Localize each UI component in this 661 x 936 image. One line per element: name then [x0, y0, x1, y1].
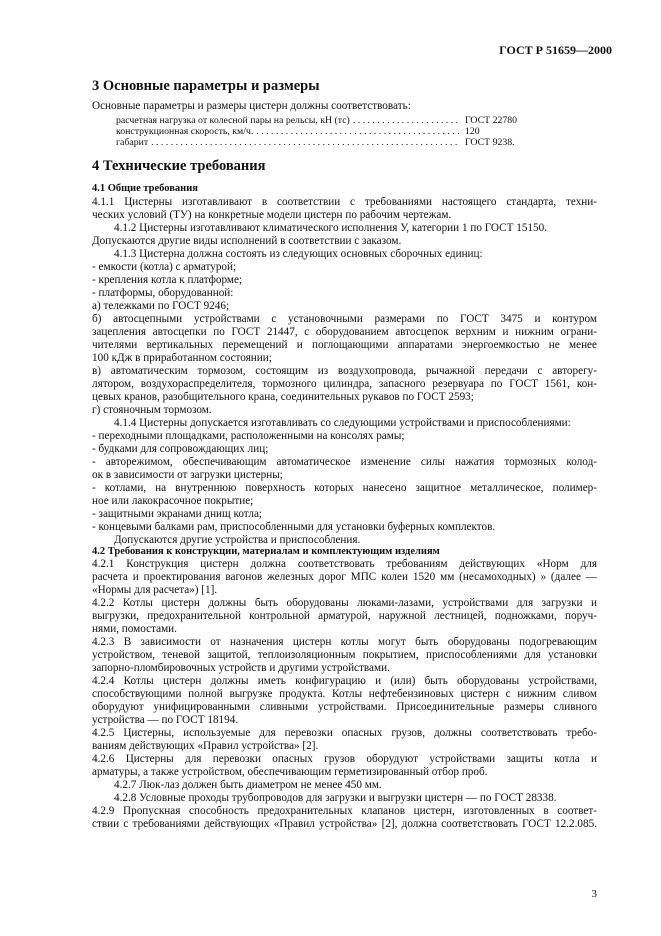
leader-dots — [353, 115, 460, 126]
text-line: лятором, воздухораспределителя, тормозного цилиндра, запасного резервуара по ГОСТ 1561, кон- — [92, 378, 597, 390]
text-line: чителями вертикальных перемещений и поглощающими аппаратами энергоемкостью не менее — [92, 339, 597, 351]
text-line: б) автосцепными устройствами с установочными размерами по ГОСТ 3475 и контуром — [92, 313, 597, 325]
text-line: 4.2.9 Пропускная способность предохранительных клапанов цистерн, изготовленных в соответ- — [92, 805, 597, 817]
section-3-intro: Основные параметры и размеры цистерн должны соответствовать: — [92, 100, 411, 112]
text-line: оборудуют унифицированными сливными устройствами. Присоединительные размеры сливного — [92, 701, 597, 713]
text-line: - крепления котла к платформе; — [92, 274, 243, 286]
text-line: - котлами, на внутреннюю поверхность которых нанесено защитное металлическое, полимер- — [92, 482, 597, 494]
text-line: - будками для сопровождающих лиц; — [92, 443, 269, 455]
text-line: - емкости (котла) с арматурой; — [92, 261, 237, 273]
text-line: нями, помостами. — [92, 623, 177, 635]
text-line: 4.2.8 Условные проходы трубопроводов для загрузки и выгрузки цистерн — по ГОСТ 28338. — [114, 792, 557, 804]
page-number: 3 — [591, 888, 597, 900]
text-line: способствующими полной выгрузке продукта. Котлы нефтебензиновых цистерн с нижним сливом — [92, 688, 597, 700]
text-line: Допускаются другие виды исполнений в соответствии с заказом. — [92, 235, 402, 247]
text-line: в) автоматическим тормозом, состоящим из воздухопровода, рычажной передачи с авторегу- — [92, 365, 597, 377]
leader-dots — [151, 137, 460, 148]
param-label: расчетная нагрузка от колесной пары на рельсы, кН (тс) — [116, 115, 350, 126]
text-line: устройства — по ГОСТ 18194. — [92, 714, 239, 726]
text-line: 4.1.2 Цистерны изготавливают климатического исполнения У, категории 1 по ГОСТ 15150. — [114, 222, 547, 234]
text-line: ваниям действующих «Правил устройства» [2]. — [92, 740, 319, 752]
text-line: устройством, теневой защитой, теплоизоляционным покрытием, приспособлениями для установки — [92, 649, 597, 661]
param-value: 120 — [465, 126, 480, 137]
text-line: расчета и проектирования вагонов железных дорог МПС колеи 1520 мм (несамоходных) » (далее — — [92, 571, 597, 583]
text-line: зацепления автосцепки по ГОСТ 21447, с оборудованием автосцепок верхним и нижним ограни- — [92, 326, 597, 338]
text-line: 4.1.4 Цистерны допускается изготавливать со следующими устройствами и приспособлениями: — [114, 417, 571, 429]
param-label: габарит — [116, 137, 149, 148]
text-line: - авторежимом, обеспечивающим автоматическое изменение силы нажатия тормозных колод- — [92, 456, 597, 468]
subsection-4-2-heading: 4.2 Требования к конструкции, материалам и комплектующим изделиям — [92, 546, 440, 557]
text-line: 4.2.7 Люк-лаз должен быть диаметром не менее 450 мм. — [114, 779, 382, 791]
text-line: 4.2.6 Цистерны для перевозки опасных грузов оборудуют устройствами защиты котла и — [92, 753, 597, 765]
text-line: выгрузки, предохранительной контрольной арматурой, наружной лестницей, подножками, поруч- — [92, 610, 597, 622]
param-value: ГОСТ 22780 — [465, 115, 518, 126]
text-line: «Нормы для расчета») [1]. — [92, 584, 218, 596]
text-line: цевых кранов, разобщительного крана, соединительных рукавов по ГОСТ 2593; — [92, 391, 474, 403]
text-line: ок в зависимости от загрузки цистерны; — [92, 469, 283, 481]
text-line: 4.2.4 Котлы цистерн должны иметь конфигурацию и (или) быть оборудованы устройствами, — [92, 675, 597, 687]
section-3-heading: 3 Основные параметры и размеры — [92, 78, 320, 94]
param-row — [116, 137, 597, 148]
text-line: ное или лакокрасочное покрытие; — [92, 495, 254, 507]
text-line: арматуры, а также устройством, обеспечивающим герметизированный отбор проб. — [92, 766, 488, 778]
param-row — [116, 126, 597, 137]
subsection-4-1-heading: 4.1 Общие требования — [92, 183, 198, 194]
text-line: 4.1.1 Цистерны изготавливают в соответствии с требованиями настоящего стандарта, техни- — [92, 196, 597, 208]
text-line: 100 кДж в приработанном состоянии; — [92, 352, 272, 364]
param-label: конструкционная скорость, км/ч. — [116, 126, 254, 137]
text-line: 4.2.2 Котлы цистерн должны быть оборудованы люками-лазами, устройствами для загрузки и — [92, 597, 597, 609]
text-line: - платформы, оборудованной: — [92, 287, 234, 299]
leader-dots — [256, 126, 460, 137]
text-line: - переходными площадками, расположенными на консолях рамы; — [92, 430, 405, 442]
section-4-heading: 4 Технические требования — [92, 158, 266, 174]
text-line: запорно-пломбировочных устройств и другими устройствами. — [92, 662, 390, 674]
standard-header: ГОСТ Р 51659—2000 — [499, 43, 612, 57]
text-line: а) тележками по ГОСТ 9246; — [92, 300, 230, 312]
param-row — [116, 115, 597, 126]
text-line: ческих условий (ТУ) на конкретные модели цистерн по рабочим чертежам. — [92, 209, 452, 221]
text-line: - концевыми балками рам, приспособленными для установки буферных комплектов. — [92, 521, 496, 533]
text-line: 4.2.1 Конструкция цистерн должна соответствовать требованиям действующих «Норм для — [92, 558, 597, 570]
text-line: 4.2.5 Цистерны, используемые для перевозки опасных грузов, должны соответствовать требо- — [92, 727, 597, 739]
text-line: - защитными экранами днищ котла; — [92, 508, 263, 520]
text-line: г) стояночным тормозом. — [92, 404, 212, 416]
text-line: 4.1.3 Цистерна должна состоять из следующих основных сборочных единиц: — [114, 248, 483, 260]
param-value: ГОСТ 9238. — [465, 137, 515, 148]
text-line: ствии с требованиями действующих «Правил устройства» [2], должна соответствовать ГОСТ 12.2.085. — [92, 818, 597, 830]
text-line: Допускаются другие устройства и приспособления. — [114, 534, 361, 546]
text-line: 4.2.3 В зависимости от назначения цистерн котлы могут быть оборудованы подогревающим — [92, 636, 597, 648]
